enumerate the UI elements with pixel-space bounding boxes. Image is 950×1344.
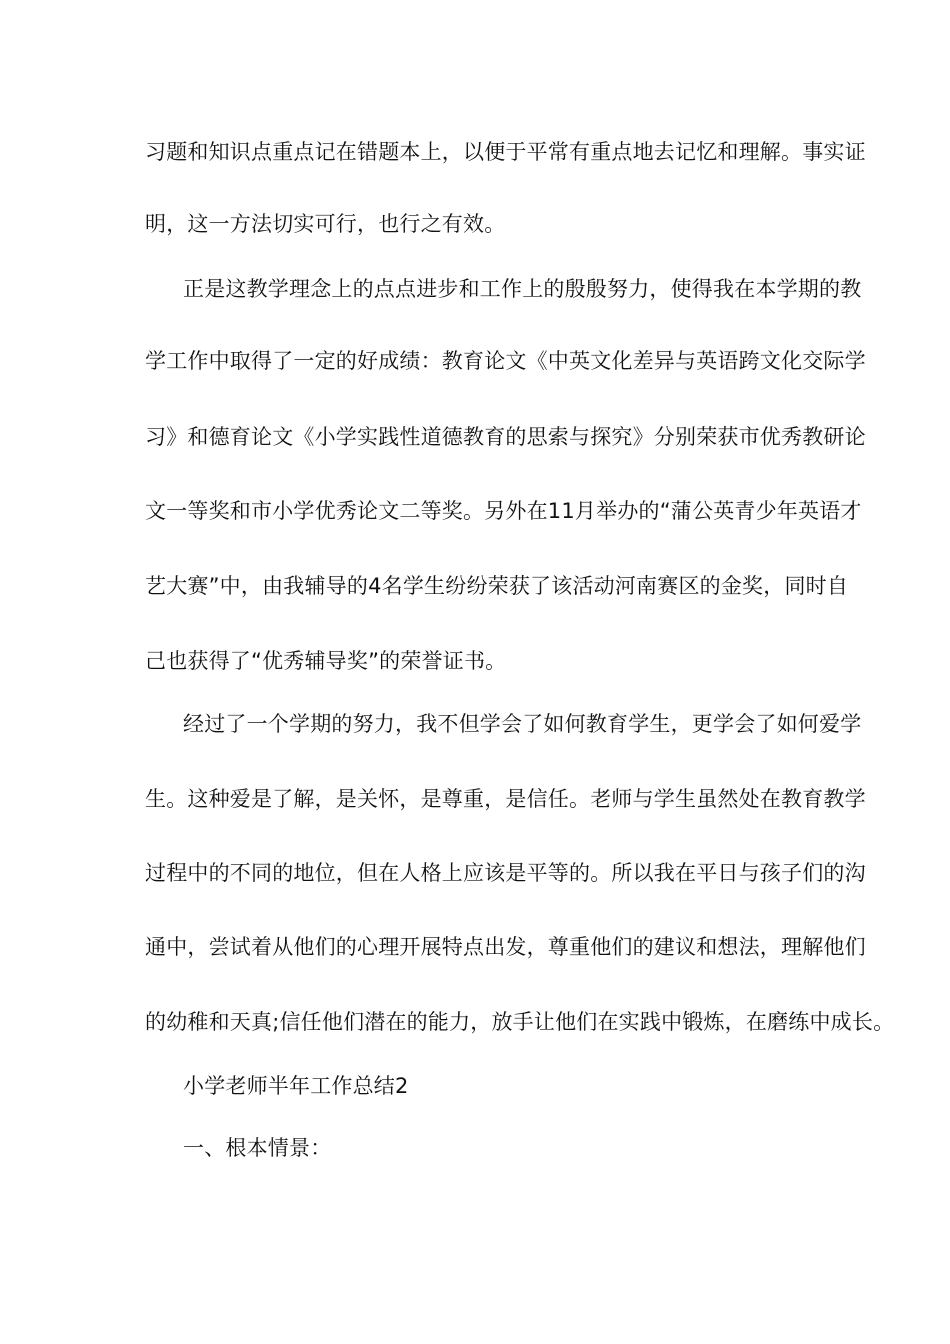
paragraph-line: 文一等奖和市小学优秀论文二等奖。另外在11月举办的“蒲公英青少年英语才 <box>145 499 862 523</box>
paragraph-line: 习》和德育论文《小学实践性道德教育的思索与探究》分别荣获市优秀教研论 <box>145 425 866 449</box>
paragraph-line: 明，这一方法切实可行，也行之有效。 <box>145 212 506 236</box>
paragraph-line: 习题和知识点重点记在错题本上，以便于平常有重点地去记忆和理解。事实证 <box>145 140 866 164</box>
paragraph-line: 过程中的不同的地位，但在人格上应该是平等的。所以我在平日与孩子们的沟 <box>145 861 866 885</box>
paragraph-line: 通中，尝试着从他们的心理开展特点出发，尊重他们的建议和想法，理解他们 <box>145 935 866 959</box>
paragraph-line: 经过了一个学期的努力，我不但学会了如何教育学生，更学会了如何爱学 <box>183 712 862 736</box>
paragraph-line: 生。这种爱是了解，是关怀，是尊重，是信任。老师与学生虽然处在教育教学 <box>145 787 866 811</box>
paragraph-line: 正是这教学理念上的点点进步和工作上的殷殷努力，使得我在本学期的教 <box>183 277 862 301</box>
paragraph-line: 学工作中取得了一定的好成绩：教育论文《中英文化差异与英语跨文化交际学 <box>145 349 866 373</box>
paragraph-line: 的幼稚和天真;信任他们潜在的能力，放手让他们在实践中锻炼，在磨练中成长。 <box>145 1010 895 1034</box>
paragraph-line: 艺大赛”中，由我辅导的4名学生纷纷荣获了该活动河南赛区的金奖，同时自 <box>145 574 849 598</box>
subsection-title: 一、根本情景： <box>183 1136 332 1160</box>
paragraph-line: 己也获得了“优秀辅导奖”的荣誉证书。 <box>145 649 507 673</box>
section-title: 小学老师半年工作总结2 <box>183 1074 409 1098</box>
